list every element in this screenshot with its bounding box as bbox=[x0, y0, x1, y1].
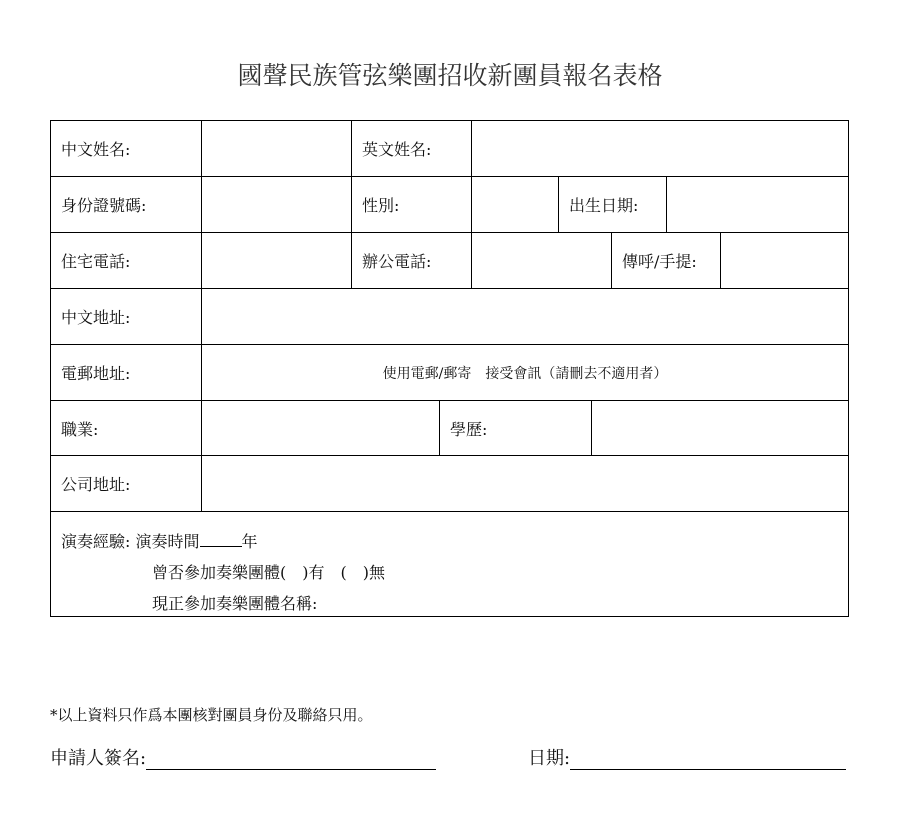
registration-form bbox=[50, 120, 849, 617]
office-phone-label: 辦公電話: bbox=[352, 233, 472, 288]
current-group-line[interactable] bbox=[61, 588, 385, 619]
row-company-address bbox=[51, 456, 848, 512]
occupation-label: 職業: bbox=[51, 401, 202, 455]
pager-mobile-field[interactable] bbox=[721, 233, 848, 288]
current-group-label: 現正參加奏樂團體名稱: bbox=[152, 594, 318, 613]
birth-date-field[interactable] bbox=[667, 177, 848, 232]
english-name-label: 英文姓名: bbox=[352, 121, 472, 176]
row-id-gender-birth bbox=[51, 177, 848, 233]
occupation-field[interactable] bbox=[202, 401, 440, 455]
row-email bbox=[51, 345, 848, 401]
gender-field[interactable] bbox=[472, 177, 559, 232]
home-phone-label: 住宅電話: bbox=[51, 233, 202, 288]
signature-field[interactable] bbox=[146, 747, 436, 770]
company-address-field[interactable] bbox=[202, 456, 848, 511]
row-chinese-address bbox=[51, 289, 848, 345]
signature-line bbox=[50, 744, 436, 770]
education-field[interactable] bbox=[592, 401, 848, 455]
chinese-name-label: 中文姓名: bbox=[51, 121, 202, 176]
company-address-label: 公司地址: bbox=[51, 456, 202, 511]
years-blank[interactable] bbox=[200, 532, 242, 547]
english-name-field[interactable] bbox=[472, 121, 848, 176]
signature-label: 申請人簽名: bbox=[50, 748, 147, 769]
pager-mobile-label: 傳呼/手提: bbox=[612, 233, 721, 288]
experience-label: 演奏經驗: bbox=[61, 532, 131, 551]
years-suffix: 年 bbox=[241, 532, 258, 551]
id-number-field[interactable] bbox=[202, 177, 352, 232]
row-phones bbox=[51, 233, 848, 289]
email-address-label: 電郵地址: bbox=[51, 345, 202, 400]
gender-label: 性別: bbox=[352, 177, 472, 232]
privacy-footnote: *以上資料只作爲本團核對團員身份及聯絡只用。 bbox=[50, 706, 373, 724]
years-prefix: 演奏時間 bbox=[135, 532, 200, 551]
row-occupation-education bbox=[51, 401, 848, 456]
experience-years-line bbox=[61, 526, 385, 557]
form-title: 國聲民族管弦樂團招收新團員報名表格 bbox=[237, 61, 663, 90]
row-experience bbox=[51, 512, 848, 616]
date-line bbox=[528, 744, 846, 770]
office-phone-field[interactable] bbox=[472, 233, 612, 288]
chinese-address-field[interactable] bbox=[202, 289, 848, 344]
joined-group-line[interactable] bbox=[61, 557, 385, 588]
date-field[interactable] bbox=[570, 747, 846, 770]
id-number-label: 身份證號碼: bbox=[51, 177, 202, 232]
home-phone-field[interactable] bbox=[202, 233, 352, 288]
education-label: 學歷: bbox=[440, 401, 592, 455]
chinese-name-field[interactable] bbox=[202, 121, 352, 176]
chinese-address-label: 中文地址: bbox=[51, 289, 202, 344]
date-label: 日期: bbox=[528, 748, 571, 769]
row-names bbox=[51, 121, 848, 177]
birth-date-label: 出生日期: bbox=[559, 177, 667, 232]
joined-group-question: 曾否參加奏樂團體( )有 ( )無 bbox=[152, 563, 385, 582]
email-preference-note[interactable]: 使用電郵/郵寄 接受會訊（請刪去不適用者） bbox=[382, 365, 668, 382]
experience-block bbox=[61, 526, 385, 619]
